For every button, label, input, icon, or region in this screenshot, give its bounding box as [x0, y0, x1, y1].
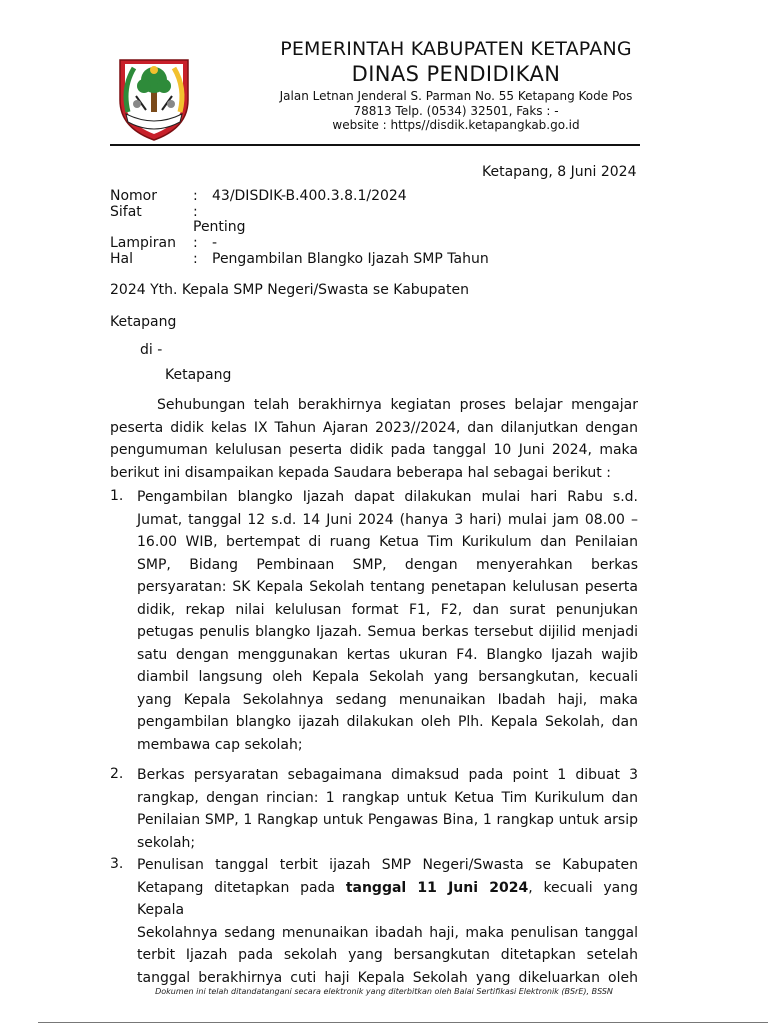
item-1-line: membawa cap sekolah;: [137, 736, 303, 753]
item-1-line: 16.00 WIB, bertempat di ruang Ketua Tim Kurikulum dan Penilaian: [137, 534, 638, 550]
nomor-label: Nomor: [110, 188, 157, 204]
regency-emblem-icon: [112, 48, 196, 144]
item-2-line: sekolah;: [137, 834, 196, 851]
nomor-value: 43/DISDIK-B.400.3.8.1/2024: [212, 188, 407, 204]
address-line-1: Jalan Letnan Jenderal S. Parman No. 55 Ketapang Kode Pos: [279, 89, 633, 103]
item-3-line-2-post: , kecuali yang Kepala: [137, 879, 639, 918]
esign-footer: Dokumen ini telah ditandatangani secara elektronik yang diterbitkan oleh Balai Sertifikasi Elektronik (BSrE), BSSN: [155, 987, 613, 996]
item-1-line: diambil langsung oleh Kepala Sekolah yang bersangkutan, kecuali: [137, 669, 638, 685]
intro-line: berikut ini disampaikan kepada Saudara beberapa hal sebagai berikut :: [110, 464, 611, 481]
item-3-number: 3.: [110, 856, 124, 872]
item-1-line: petugas penulis blangko Ijazah. Semua berkas tersebut dijilid menjadi: [137, 624, 638, 640]
recipient-line-1: 2024 Yth. Kepala SMP Negeri/Swasta se Kabupaten: [110, 282, 469, 298]
item-2-line: Penilaian SMP, 1 Rangkap untuk Pengawas Bina, 1 rangkap untuk arsip: [137, 812, 638, 828]
item-1-text: [137, 486, 638, 756]
letter-date: Ketapang, 8 Juni 2024: [482, 164, 637, 180]
sifat-colon: :: [193, 204, 198, 220]
item-2-line: rangkap, dengan rincian: 1 rangkap untuk Ketua Tim Kurikulum dan: [137, 789, 638, 806]
item-1-line: Pengambilan blangko Ijazah dapat dilakukan mulai hari Rabu s.d.: [137, 489, 638, 505]
item-1-line: persyaratan: SK Kepala Sekolah tentang penetapan kelulusan peserta: [137, 579, 638, 595]
item-2-number: 2.: [110, 766, 124, 782]
intro-line: Sehubungan telah berakhirnya kegiatan proses belajar mengajar: [157, 397, 638, 413]
item-1-line: didik, rekap nilai kelulusan format F1, F2, dan surat penunjukan: [137, 601, 638, 618]
item-1-line: Jumat, tanggal 12 s.d. 14 Juni 2024 (hanya 3 hari) mulai jam 08.00 –: [137, 511, 638, 528]
header-divider: [110, 144, 640, 146]
item-1-line: satu dengan menggunakan kertas ukuran F4. Blangko Ijazah wajib: [137, 646, 638, 663]
recipient-line-4: Ketapang: [165, 367, 232, 383]
hal-value: Pengambilan Blangko Ijazah SMP Tahun: [212, 251, 489, 267]
item-3-line: tanggal berakhirnya cuti haji Kepala Sekolah yang dikeluarkan oleh: [137, 969, 638, 986]
item-1-line: SMP, Bidang Pembinaan SMP, dengan menyerahkan berkas: [137, 556, 638, 573]
intro-line: peserta didik kelas IX Tahun Ajaran 2023//2024, dan dilanjutkan dengan: [110, 419, 638, 436]
regency-logo: [112, 48, 196, 144]
intro-paragraph: [110, 394, 638, 484]
lampiran-label: Lampiran: [110, 235, 177, 251]
highlight-date: tanggal 11 Juni 2024: [345, 879, 529, 896]
agency-name: DINAS PENDIDIKAN: [351, 62, 561, 86]
address-line-2: 78813 Telp. (0534) 32501, Faks : -: [353, 104, 559, 118]
recipient-line-3: di -: [140, 342, 163, 358]
item-3-line-2: [137, 877, 638, 922]
item-1-number: 1.: [110, 488, 124, 504]
lampiran-value: -: [212, 235, 218, 251]
footer-divider: [38, 1022, 768, 1023]
lampiran-colon: :: [193, 235, 198, 251]
government-name: PEMERINTAH KABUPATEN KETAPANG: [280, 38, 632, 60]
item-3-line: terbit Ijazah pada sekolah yang bersangkutan ditetapkan setelah: [137, 947, 638, 963]
sifat-label: Sifat: [110, 204, 142, 220]
sifat-value: Penting: [193, 219, 246, 235]
website-line: website : https//disdik.ketapangkab.go.id: [332, 118, 580, 132]
intro-line: pengumuman kelulusan peserta didik pada tanggal 10 Juni 2024, maka: [110, 442, 638, 458]
item-3-text: [137, 854, 638, 989]
item-2-text: [137, 764, 638, 854]
item-3-line-2-pre: Ketapang ditetapkan pada: [137, 879, 336, 896]
nomor-colon: :: [193, 188, 198, 204]
item-1-line: pengambilan blangko ijazah dilakukan oleh Plh. Kepala Sekolah, dan: [137, 714, 638, 730]
item-3-line: Penulisan tanggal terbit ijazah SMP Negeri/Swasta se Kabupaten: [137, 857, 638, 873]
item-1-line: yang Kepala Sekolahnya sedang menunaikan Ibadah haji, maka: [137, 691, 638, 708]
hal-colon: :: [193, 251, 198, 267]
item-3-line: Sekolahnya sedang menunaikan ibadah haji, maka penulisan tanggal: [137, 924, 638, 941]
recipient-line-2: Ketapang: [110, 314, 177, 330]
hal-label: Hal: [110, 251, 133, 267]
item-2-line: Berkas persyaratan sebagaimana dimaksud pada point 1 dibuat 3: [137, 767, 638, 783]
